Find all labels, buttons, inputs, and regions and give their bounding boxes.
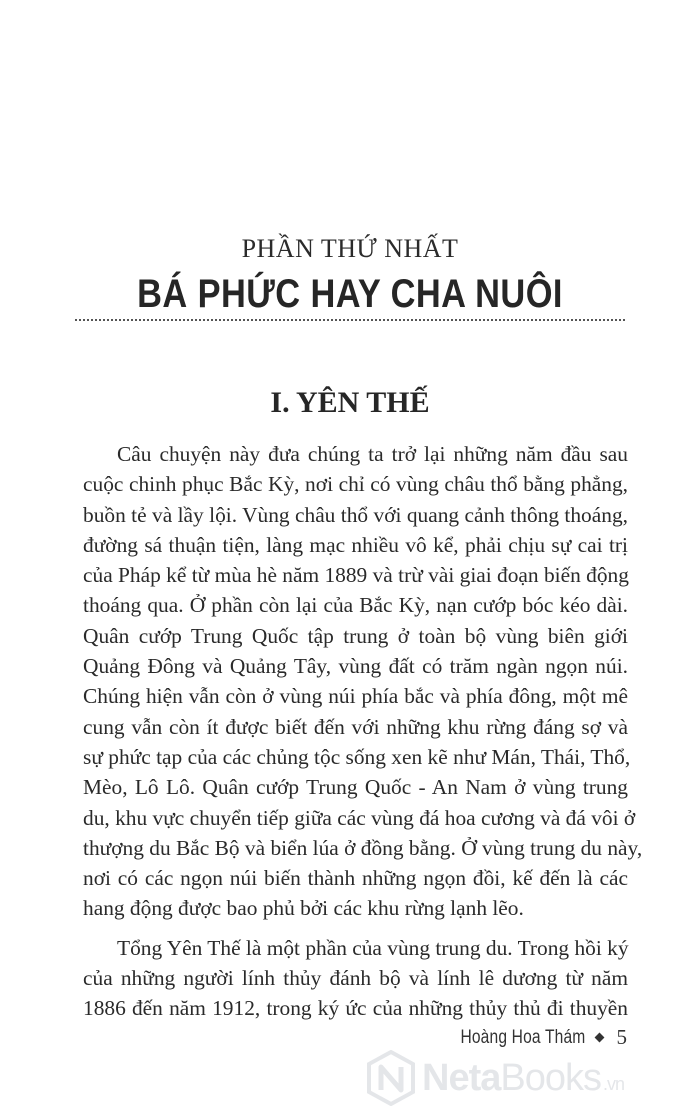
part-title: BÁ PHỨC HAY CHA NUÔI bbox=[137, 272, 563, 316]
netabooks-logo-icon bbox=[366, 1050, 416, 1106]
text-line: Quảng Đông và Quảng Tây, vùng đất có trăm ngàn ngọn núi. bbox=[83, 654, 628, 679]
paragraph bbox=[83, 933, 628, 1024]
text-line: sự phức tạp của các chủng tộc sống xen kẽ như Mán, Thái, Thổ, bbox=[83, 744, 631, 769]
paragraph bbox=[83, 439, 643, 924]
watermark-text: NetaBooks .vn bbox=[422, 1056, 625, 1099]
diamond-icon bbox=[594, 1033, 604, 1043]
text-line: hang động được bao phủ bởi các khu rừng lạnh lẽo. bbox=[83, 896, 524, 921]
page-number: 5 bbox=[616, 1025, 627, 1049]
text-line: nơi có các ngọn núi biến thành những ngọn đồi, kế đến là các bbox=[83, 866, 628, 891]
text-line: thoáng qua. Ở phần còn lại của Bắc Kỳ, nạn cướp bóc kéo dài. bbox=[83, 593, 628, 618]
text-line: du, khu vực chuyển tiếp giữa các vùng đá hoa cương và đá vôi ở bbox=[83, 805, 636, 830]
text-line: của Pháp kể từ mùa hè năm 1889 và trừ vài giai đoạn biến động bbox=[83, 563, 629, 588]
text-line: thượng du Bắc Bộ và biển lúa ở đồng bằng. Ở vùng trung du này, bbox=[83, 835, 643, 860]
text-line: đường sá thuận tiện, làng mạc nhiều vô kể, phải chịu sự cai trị bbox=[83, 532, 628, 557]
text-line: cuộc chinh phục Bắc Kỳ, nơi chỉ có vùng châu thổ bằng phẳng, bbox=[83, 472, 628, 497]
body-text bbox=[83, 439, 643, 1024]
text-line: Tổng Yên Thế là một phần của vùng trung du. Trong hồi ký bbox=[117, 935, 629, 960]
text-line: Chúng hiện vẫn còn ở vùng núi phía bắc và phía đông, một mê bbox=[83, 684, 628, 709]
page-footer bbox=[433, 1025, 627, 1050]
section-heading: I. YÊN THẾ bbox=[270, 386, 430, 419]
running-title: Hoàng Hoa Thám bbox=[460, 1026, 586, 1048]
part-label: PHẦN THỨ NHẤT bbox=[241, 234, 459, 263]
text-line: Câu chuyện này đưa chúng ta trở lại những năm đầu sau bbox=[117, 442, 628, 466]
text-line: buồn tẻ và lầy lội. Vùng châu thổ với quang cảnh thông thoáng, bbox=[83, 502, 628, 527]
text-line: Mèo, Lô Lô. Quân cướp Trung Quốc - An Nam ở vùng trung bbox=[83, 775, 628, 800]
text-line: Quân cướp Trung Quốc tập trung ở toàn bộ vùng biên giới bbox=[83, 623, 628, 648]
text-line: 1886 đến năm 1912, trong ký ức của những thủy thủ đi thuyền bbox=[83, 996, 628, 1021]
text-line: của những người lính thủy đánh bộ và lính lê dương từ năm bbox=[83, 966, 628, 991]
dotted-divider bbox=[75, 319, 625, 321]
watermark bbox=[366, 1050, 624, 1106]
text-line: cung vẫn còn ít được biết đến với những khu rừng đáng sợ và bbox=[83, 714, 628, 739]
paragraph-gap bbox=[83, 924, 628, 933]
